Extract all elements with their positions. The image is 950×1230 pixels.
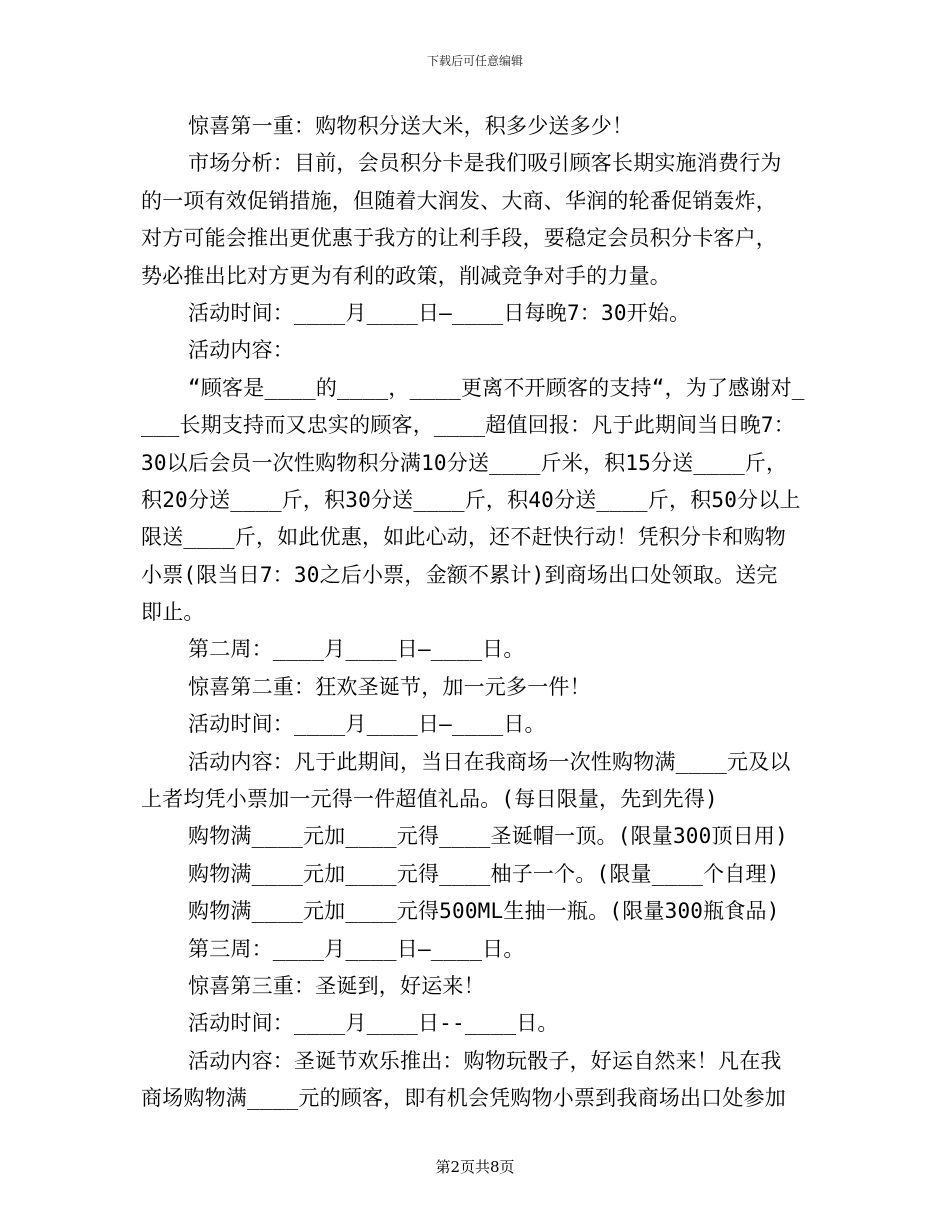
text-line: ___长期支持而又忠实的顾客，____超值回报：凡于此期间当日晚7： (141, 413, 795, 438)
text-line: “顾客是____的____，____更离不开顾客的支持“，为了感谢对_ (188, 375, 805, 400)
text-line: 商场购物满____元的顾客，即有机会凭购物小票到我商场出口处参加 (141, 1086, 786, 1111)
text-line: 活动内容：圣诞节欢乐推出：购物玩骰子，好运自然来！凡在我 (188, 1048, 782, 1073)
text-line: 活动时间：____月____日—____日。 (188, 712, 546, 737)
page-footer: 第2页共8页 (435, 1158, 515, 1176)
text-line: 限送____斤，如此优惠，如此心动，还不赶快行动！凭积分卡和购物 (141, 525, 786, 550)
text-line: 购物满____元加____元得500ML生抽一瓶。(限量300瓶食品) (188, 899, 780, 924)
text-line: 小票(限当日7：30之后小票，金额不累计)到商场出口处领取。送完 (141, 562, 778, 587)
document-body (141, 108, 813, 1118)
text-line: 30以后会员一次性购物积分满10分送____斤米，积15分送____斤， (141, 450, 788, 475)
page-header: 下载后可任意编辑 (426, 54, 523, 68)
text-line: 惊喜第二重：狂欢圣诞节，加一元多一件！ (188, 674, 591, 699)
text-line: 上者均凭小票加一元得一件超值礼品。(每日限量，先到先得) (141, 787, 718, 812)
text-line: 惊喜第三重：圣诞到，好运来！ (188, 973, 485, 998)
text-line: 对方可能会推出更优惠于我方的让利手段，要稳定会员积分卡客户， (141, 226, 777, 251)
text-line: 购物满____元加____元得____柚子一个。(限量____个自理) (188, 861, 780, 886)
text-line: 积20分送____斤，积30分送____斤，积40分送____斤，积50分以上 (141, 487, 801, 512)
text-line: 第三周：____月____日—____日。 (188, 936, 525, 961)
text-line: 惊喜第一重：购物积分送大米，积多少送多少！ (188, 114, 634, 138)
text-line: 第二周：____月____日—____日。 (188, 637, 525, 662)
text-line: 势必推出比对方更为有利的政策，削减竞争对手的力量。 (141, 263, 671, 288)
text-line: 活动内容： (188, 338, 294, 363)
text-line: 的一项有效促销措施，但随着大润发、大商、华润的轮番促销轰炸， (141, 188, 777, 213)
text-line: 市场分析：目前，会员积分卡是我们吸引顾客长期实施消费行为 (188, 151, 782, 176)
text-line: 活动时间：____月____日—____日每晚7：30开始。 (188, 300, 691, 325)
text-line: 即止。 (141, 600, 205, 625)
text-line: 活动时间：____月____日--____日。 (188, 1011, 559, 1036)
text-line: 购物满____元加____元得____圣诞帽一顶。(限量300顶日用) (188, 824, 788, 849)
text-line: 活动内容：凡于此期间，当日在我商场一次性购物满____元及以 (188, 749, 791, 774)
